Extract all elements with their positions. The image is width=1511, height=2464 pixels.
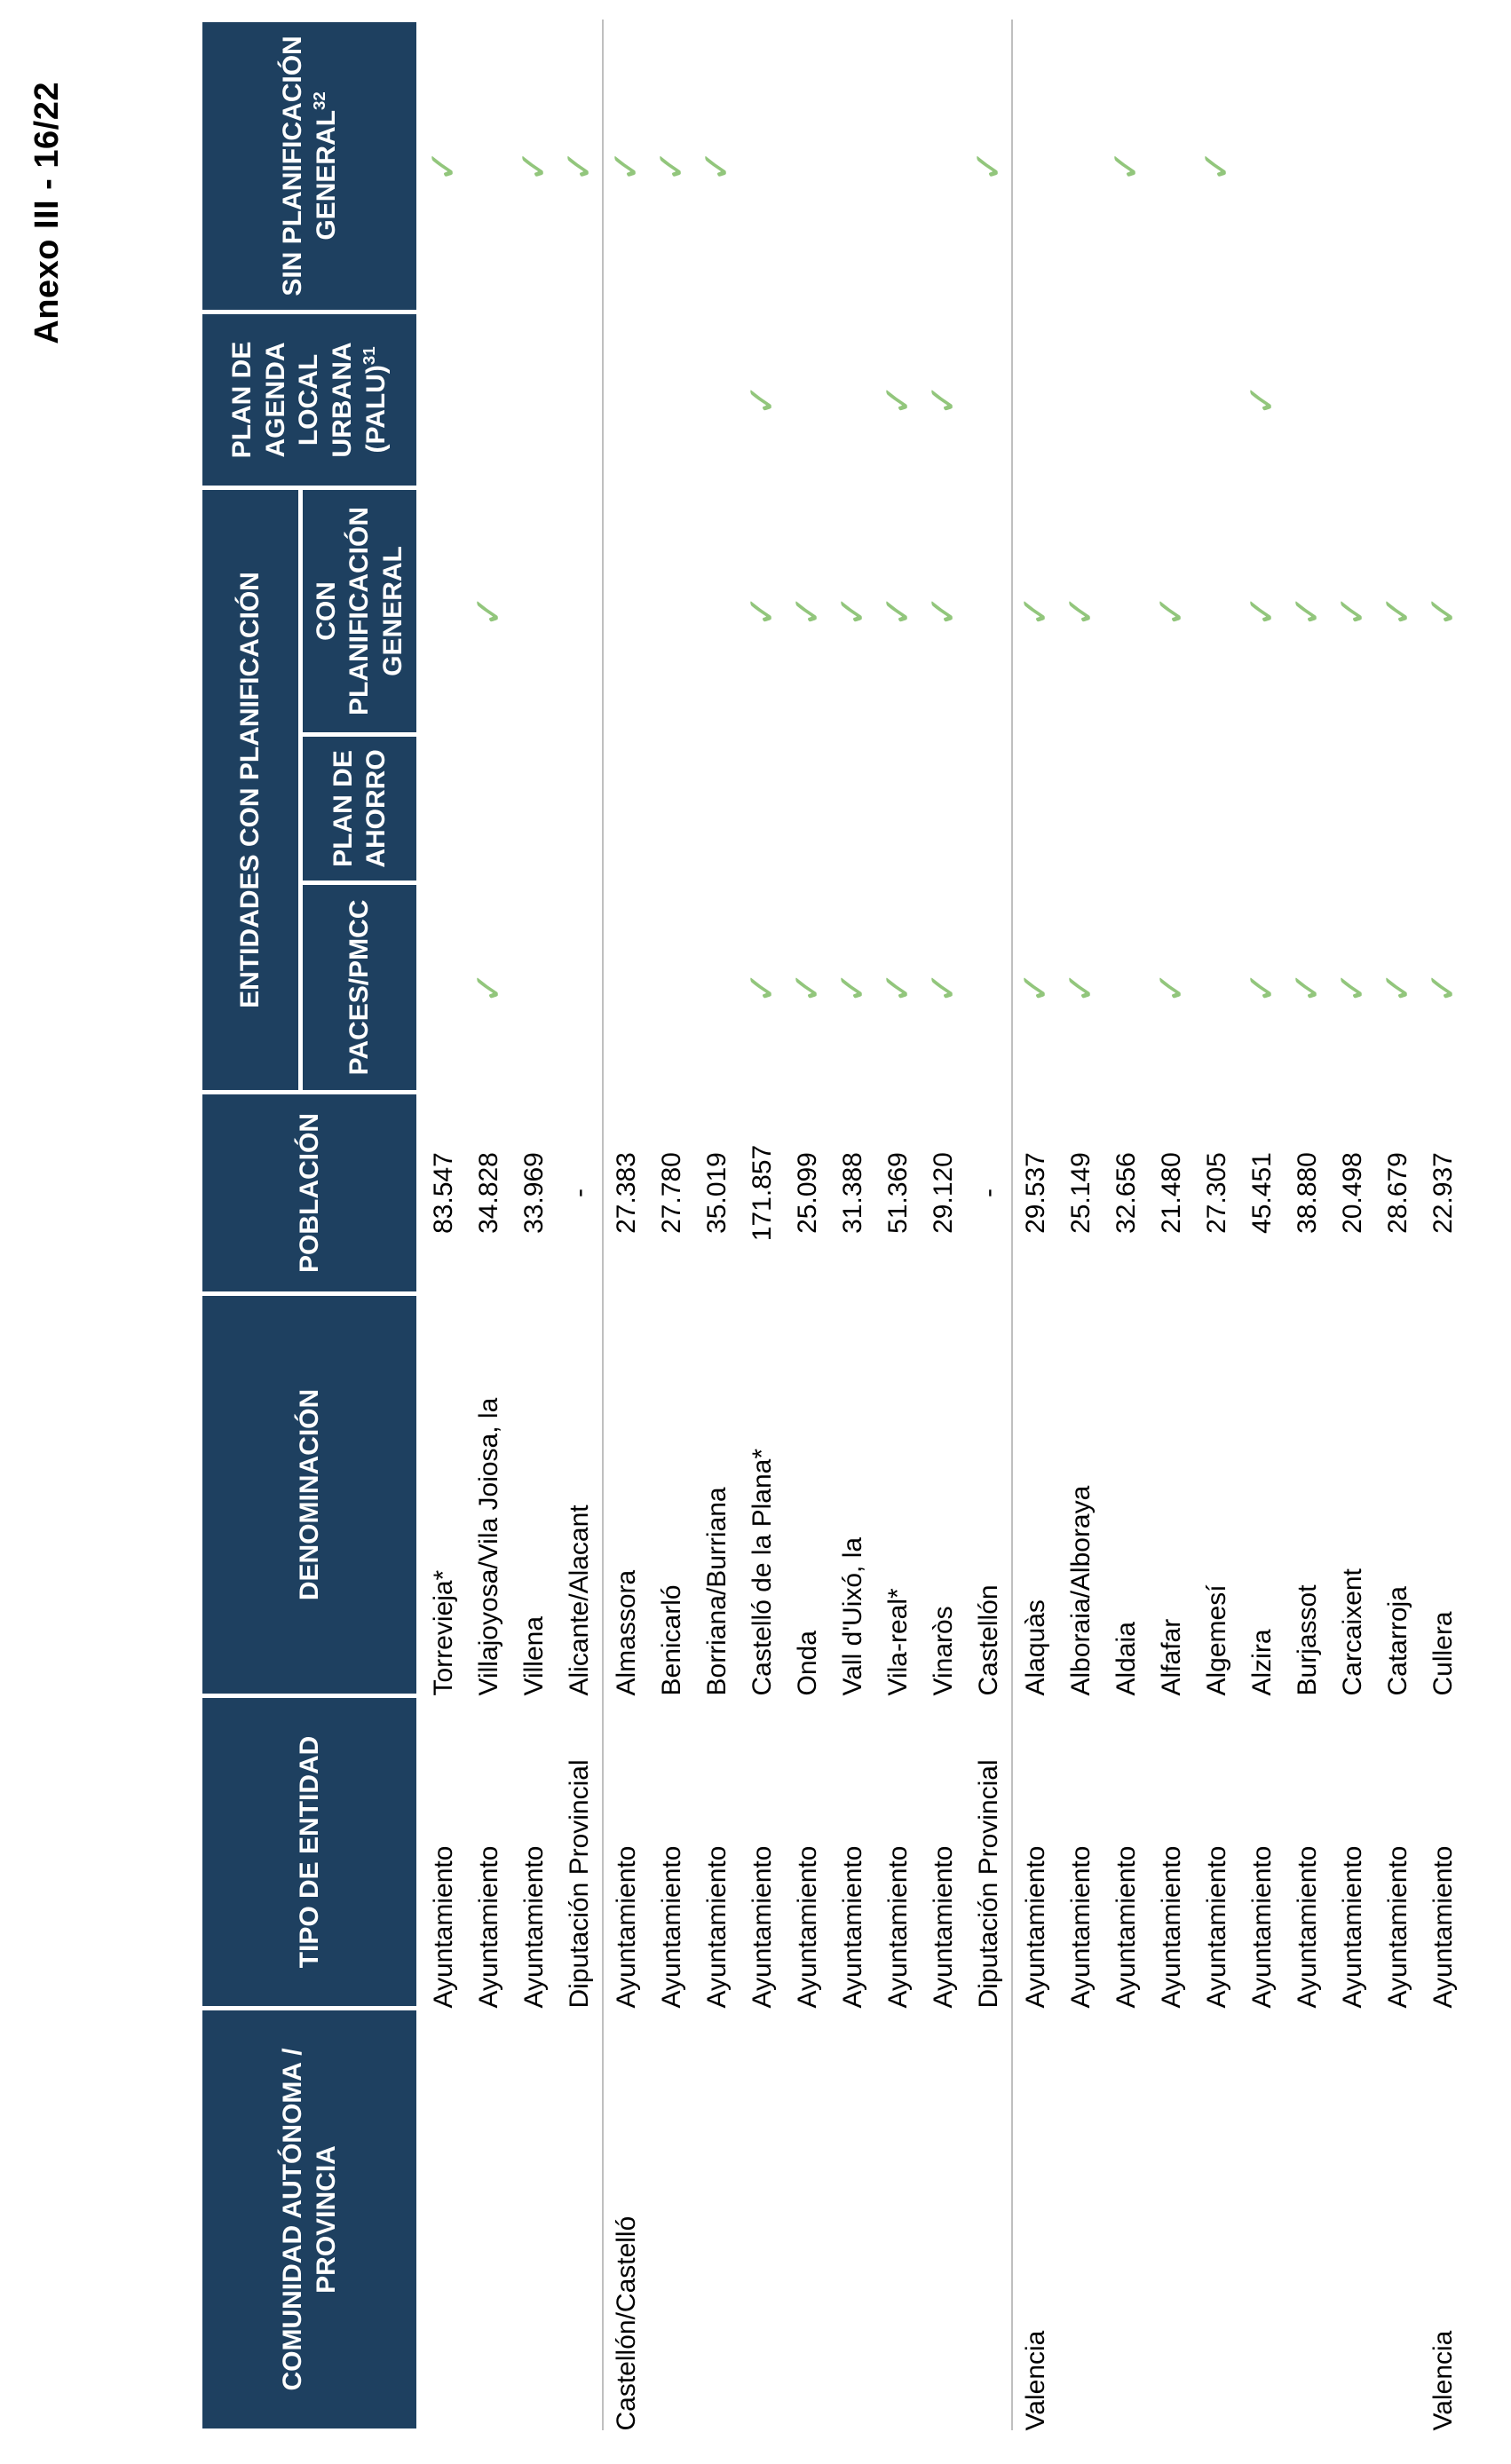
table-row (921, 20, 966, 2430)
cell-ahorro-check (921, 735, 966, 883)
cell-sin-check (1058, 20, 1104, 312)
header-palu-footnote: 31 (360, 346, 379, 366)
header-sin-planificacion (201, 20, 419, 312)
table-row (1330, 20, 1375, 2430)
cell-sin-check (649, 20, 694, 312)
cell-palu-check (1285, 312, 1330, 487)
check-icon: ✓ (1058, 595, 1103, 628)
cell-denominacion: Aldaia (1111, 1622, 1141, 1696)
page-annotation: Anexo III - 16/22 (28, 82, 66, 344)
cell-sin-check (419, 20, 467, 312)
cell-paces-check (694, 883, 740, 1093)
cell-denominacion: Algemesí (1201, 1584, 1231, 1696)
cell-tipo-entidad: Ayuntamiento (1020, 1845, 1050, 2009)
cell-con-general-check (511, 487, 557, 734)
cell-con-general-check (966, 487, 1012, 734)
check-icon: ✓ (1330, 971, 1374, 1004)
cell-con-general-check (649, 487, 694, 734)
cell-poblacion: 171.857 (747, 1144, 777, 1242)
cell-tipo-entidad: Ayuntamiento (882, 1845, 913, 2009)
check-icon: ✓ (875, 971, 920, 1004)
cell-tipo-entidad: Ayuntamiento (611, 1845, 641, 2009)
header-denominacion: DENOMINACIÓN (201, 1294, 419, 1696)
cell-comunidad (1375, 2009, 1420, 2431)
cell-con-general-check (1058, 487, 1104, 734)
cell-comunidad: Valencia (1020, 2330, 1050, 2431)
cell-palu-check (1420, 312, 1466, 487)
cell-tipo-entidad: Ayuntamiento (1065, 1845, 1096, 2009)
check-icon: ✓ (921, 971, 965, 1004)
cell-palu-check (1194, 312, 1239, 487)
cell-ahorro-check (1104, 735, 1149, 883)
cell-con-general-check (785, 487, 830, 734)
cell-ahorro-check (1194, 735, 1239, 883)
check-icon: ✓ (1058, 971, 1103, 1004)
cell-con-general-check (419, 487, 467, 734)
cell-denominacion: Alicante/Alacant (557, 1294, 603, 1696)
cell-comunidad (1194, 2009, 1239, 2431)
cell-comunidad (740, 2009, 785, 2431)
cell-ahorro-check (466, 735, 511, 883)
cell-paces-check (740, 883, 785, 1093)
table-row (1012, 20, 1058, 2430)
cell-denominacion: Burjassot (1292, 1584, 1322, 1696)
cell-poblacion: 38.880 (1292, 1152, 1322, 1234)
cell-con-general-check (740, 487, 785, 734)
table-row (694, 20, 740, 2430)
cell-palu-check (921, 312, 966, 487)
planning-table (198, 18, 1466, 2433)
header-tipo-entidad: TIPO DE ENTIDAD (201, 1696, 419, 2009)
cell-denominacion: Castelló de la Plana* (747, 1448, 777, 1696)
cell-con-general-check (1285, 487, 1330, 734)
cell-comunidad (694, 2009, 740, 2431)
cell-denominacion: Alfafar (1156, 1618, 1186, 1696)
cell-paces-check (966, 883, 1012, 1093)
table-row (1149, 20, 1194, 2430)
cell-sin-check (557, 20, 603, 312)
table-row (649, 20, 694, 2430)
cell-sin-check (1330, 20, 1375, 312)
table-header (201, 20, 419, 2430)
cell-con-general-check (1330, 487, 1375, 734)
cell-tipo-entidad: Ayuntamiento (747, 1845, 777, 2009)
cell-denominacion: Alboraia/Alboraya (1065, 1485, 1096, 1696)
cell-con-general-check (875, 487, 921, 734)
cell-palu-check (419, 312, 467, 487)
cell-sin-check (603, 20, 649, 312)
cell-ahorro-check (511, 735, 557, 883)
check-icon: ✓ (966, 149, 1010, 183)
cell-poblacion: 29.537 (1020, 1152, 1050, 1234)
cell-poblacion: 35.019 (701, 1152, 732, 1234)
header-con-planificacion-general: CON PLANIFICACIÓN GENERAL (301, 487, 419, 734)
check-icon: ✓ (785, 971, 829, 1004)
table-row (557, 20, 603, 2430)
cell-con-general-check (1012, 487, 1058, 734)
cell-tipo-entidad: Ayuntamiento (656, 1845, 686, 2009)
cell-poblacion: 27.305 (1201, 1152, 1231, 1234)
check-icon: ✓ (1375, 971, 1420, 1004)
cell-ahorro-check (1285, 735, 1330, 883)
cell-tipo-entidad: Ayuntamiento (792, 1845, 822, 2009)
cell-paces-check (1330, 883, 1375, 1093)
cell-palu-check (875, 312, 921, 487)
cell-denominacion: Carcaixent (1337, 1568, 1367, 1696)
cell-palu-check (1375, 312, 1420, 487)
cell-denominacion: Vinaròs (928, 1606, 958, 1696)
cell-ahorro-check (785, 735, 830, 883)
check-icon: ✓ (1239, 595, 1284, 628)
cell-con-general-check (1194, 487, 1239, 734)
cell-comunidad (875, 2009, 921, 2431)
check-icon: ✓ (1149, 595, 1193, 628)
header-plan-de-ahorro: PLAN DE AHORRO (301, 735, 419, 883)
cell-poblacion: 29.120 (928, 1152, 958, 1234)
cell-denominacion: Borriana/Burriana (701, 1487, 732, 1696)
header-sin-footnote: 32 (310, 91, 328, 110)
cell-poblacion: 32.656 (1111, 1152, 1141, 1234)
check-icon: ✓ (557, 149, 601, 183)
cell-comunidad (830, 2009, 875, 2431)
check-icon: ✓ (740, 595, 784, 628)
cell-palu-check (694, 312, 740, 487)
check-icon: ✓ (740, 383, 784, 416)
cell-paces-check (419, 883, 467, 1093)
cell-poblacion: 51.369 (882, 1152, 913, 1234)
cell-sin-check (694, 20, 740, 312)
check-icon: ✓ (1420, 595, 1465, 628)
cell-tipo-entidad: Diputación Provincial (557, 1696, 603, 2009)
cell-con-general-check (1149, 487, 1194, 734)
cell-paces-check (1239, 883, 1285, 1093)
cell-tipo-entidad: Ayuntamiento (1382, 1845, 1412, 2009)
table-row (1285, 20, 1330, 2430)
cell-ahorro-check (419, 735, 467, 883)
cell-poblacion: 27.383 (611, 1152, 641, 1234)
check-icon: ✓ (1285, 971, 1329, 1004)
cell-palu-check (649, 312, 694, 487)
cell-sin-check (740, 20, 785, 312)
table-body (419, 20, 1467, 2430)
cell-paces-check (511, 883, 557, 1093)
cell-palu-check (785, 312, 830, 487)
check-icon: ✓ (1375, 595, 1420, 628)
check-icon: ✓ (466, 595, 510, 628)
cell-sin-check (1194, 20, 1239, 312)
table-row (1104, 20, 1149, 2430)
check-icon: ✓ (1013, 971, 1057, 1004)
cell-poblacion: 25.149 (1065, 1152, 1096, 1234)
cell-paces-check (785, 883, 830, 1093)
table-row (875, 20, 921, 2430)
cell-comunidad (1104, 2009, 1149, 2431)
cell-comunidad (466, 2009, 511, 2431)
cell-palu-check (1012, 312, 1058, 487)
check-icon: ✓ (875, 595, 920, 628)
cell-denominacion: Torrevieja* (428, 1569, 458, 1696)
cell-ahorro-check (875, 735, 921, 883)
cell-comunidad: Valencia (1428, 2330, 1458, 2431)
check-icon: ✓ (1239, 971, 1284, 1004)
header-entidades-con-planificacion: ENTIDADES CON PLANIFICACIÓN (201, 487, 301, 1092)
table-row (1194, 20, 1239, 2430)
cell-palu-check (966, 312, 1012, 487)
cell-denominacion: Vall d'Uixó, la (837, 1536, 867, 1696)
cell-comunidad (1058, 2009, 1104, 2431)
check-icon: ✓ (1239, 383, 1284, 416)
header-paces-pmcc: PACES/PMCC (301, 883, 419, 1093)
cell-denominacion: Cullera (1428, 1611, 1458, 1696)
check-icon: ✓ (1420, 971, 1465, 1004)
cell-denominacion: Alzira (1246, 1629, 1277, 1696)
cell-denominacion: Villajoyosa/Vila Joiosa, la (473, 1397, 503, 1696)
cell-ahorro-check (694, 735, 740, 883)
table-row (1058, 20, 1104, 2430)
check-icon: ✓ (511, 149, 556, 183)
cell-paces-check (603, 883, 649, 1093)
cell-ahorro-check (1058, 735, 1104, 883)
table-row (740, 20, 785, 2430)
cell-palu-check (740, 312, 785, 487)
cell-sin-check (1149, 20, 1194, 312)
cell-paces-check (1375, 883, 1420, 1093)
cell-poblacion: 28.679 (1382, 1152, 1412, 1234)
cell-con-general-check (557, 487, 603, 734)
cell-comunidad (921, 2009, 966, 2431)
cell-denominacion: Almassora (611, 1569, 641, 1696)
header-palu (201, 312, 419, 487)
cell-ahorro-check (1420, 735, 1466, 883)
cell-poblacion: 20.498 (1337, 1152, 1367, 1234)
cell-sin-check (1420, 20, 1466, 312)
table-row (1420, 20, 1466, 2430)
check-icon: ✓ (921, 595, 965, 628)
cell-comunidad (1285, 2009, 1330, 2431)
check-icon: ✓ (694, 149, 739, 183)
cell-sin-check (1104, 20, 1149, 312)
cell-comunidad (1239, 2009, 1285, 2431)
table-row (1375, 20, 1420, 2430)
cell-sin-check (511, 20, 557, 312)
check-icon: ✓ (830, 971, 874, 1004)
cell-tipo-entidad: Ayuntamiento (1246, 1845, 1277, 2009)
cell-sin-check (921, 20, 966, 312)
table-row (966, 20, 1012, 2430)
cell-tipo-entidad: Ayuntamiento (701, 1845, 732, 2009)
header-comunidad: COMUNIDAD AUTÓNOMA / PROVINCIA (201, 2009, 419, 2431)
cell-paces-check (830, 883, 875, 1093)
check-icon: ✓ (1013, 595, 1057, 628)
cell-tipo-entidad: Ayuntamiento (428, 1845, 458, 2009)
cell-con-general-check (1104, 487, 1149, 734)
table-row (603, 20, 649, 2430)
header-palu-label: PLAN DE AGENDA LOCAL URBANA (PALU) (227, 341, 392, 459)
cell-tipo-entidad: Ayuntamiento (1428, 1845, 1458, 2009)
table-row (419, 20, 467, 2430)
cell-con-general-check (921, 487, 966, 734)
check-icon: ✓ (1149, 971, 1193, 1004)
cell-comunidad (785, 2009, 830, 2431)
check-icon: ✓ (466, 971, 510, 1004)
cell-sin-check (1375, 20, 1420, 312)
cell-tipo-entidad: Ayuntamiento (518, 1845, 549, 2009)
cell-paces-check (1285, 883, 1330, 1093)
table-row (466, 20, 511, 2430)
cell-paces-check (921, 883, 966, 1093)
cell-con-general-check (1375, 487, 1420, 734)
table-row (785, 20, 830, 2430)
cell-con-general-check (1420, 487, 1466, 734)
cell-con-general-check (694, 487, 740, 734)
header-sin-label: SIN PLANIFICACIÓN GENERAL (277, 36, 341, 296)
cell-comunidad (966, 2009, 1012, 2431)
cell-ahorro-check (830, 735, 875, 883)
cell-palu-check (1149, 312, 1194, 487)
cell-sin-check (875, 20, 921, 312)
cell-sin-check (785, 20, 830, 312)
cell-ahorro-check (740, 735, 785, 883)
cell-tipo-entidad: Diputación Provincial (966, 1696, 1012, 2009)
cell-poblacion: 27.780 (656, 1152, 686, 1234)
cell-paces-check (557, 883, 603, 1093)
check-icon: ✓ (604, 149, 648, 183)
cell-sin-check (966, 20, 1012, 312)
cell-sin-check (466, 20, 511, 312)
check-icon: ✓ (740, 971, 784, 1004)
check-icon: ✓ (649, 149, 693, 183)
cell-poblacion: 31.388 (837, 1152, 867, 1234)
cell-denominacion: Vila-real* (882, 1588, 913, 1696)
cell-tipo-entidad: Ayuntamiento (1337, 1845, 1367, 2009)
cell-denominacion: Villena (518, 1615, 549, 1696)
cell-paces-check (875, 883, 921, 1093)
cell-comunidad (1330, 2009, 1375, 2431)
cell-poblacion: 34.828 (473, 1152, 503, 1234)
cell-comunidad: Castellón/Castelló (611, 2215, 641, 2431)
cell-poblacion: 33.969 (518, 1152, 549, 1234)
cell-poblacion: 21.480 (1156, 1152, 1186, 1234)
cell-ahorro-check (1330, 735, 1375, 883)
table-row (830, 20, 875, 2430)
cell-comunidad (557, 2009, 603, 2431)
cell-palu-check (1239, 312, 1285, 487)
cell-con-general-check (1239, 487, 1285, 734)
cell-poblacion: - (966, 1093, 1012, 1294)
check-icon: ✓ (1104, 149, 1148, 183)
cell-palu-check (466, 312, 511, 487)
cell-palu-check (511, 312, 557, 487)
cell-paces-check (649, 883, 694, 1093)
cell-paces-check (1194, 883, 1239, 1093)
check-icon: ✓ (1330, 595, 1374, 628)
cell-sin-check (830, 20, 875, 312)
cell-tipo-entidad: Ayuntamiento (928, 1845, 958, 2009)
cell-ahorro-check (603, 735, 649, 883)
cell-palu-check (1330, 312, 1375, 487)
cell-ahorro-check (966, 735, 1012, 883)
check-icon: ✓ (1285, 595, 1329, 628)
cell-poblacion: 22.937 (1428, 1152, 1458, 1234)
cell-ahorro-check (1239, 735, 1285, 883)
cell-denominacion: Benicarló (656, 1584, 686, 1696)
table-row (1239, 20, 1285, 2430)
check-icon: ✓ (421, 149, 465, 183)
cell-tipo-entidad: Ayuntamiento (473, 1845, 503, 2009)
cell-tipo-entidad: Ayuntamiento (1111, 1845, 1141, 2009)
cell-denominacion: Onda (792, 1631, 822, 1696)
cell-sin-check (1012, 20, 1058, 312)
check-icon: ✓ (785, 595, 829, 628)
cell-palu-check (830, 312, 875, 487)
cell-poblacion: - (557, 1093, 603, 1294)
cell-paces-check (1149, 883, 1194, 1093)
cell-palu-check (1058, 312, 1104, 487)
cell-denominacion: Castellón (966, 1294, 1012, 1696)
cell-palu-check (1104, 312, 1149, 487)
cell-paces-check (1104, 883, 1149, 1093)
cell-ahorro-check (649, 735, 694, 883)
cell-comunidad (1149, 2009, 1194, 2431)
cell-poblacion: 45.451 (1246, 1152, 1277, 1234)
cell-palu-check (603, 312, 649, 487)
cell-tipo-entidad: Ayuntamiento (1156, 1845, 1186, 2009)
check-icon: ✓ (1194, 149, 1238, 183)
cell-comunidad (419, 2009, 467, 2431)
header-poblacion: POBLACIÓN (201, 1093, 419, 1294)
cell-ahorro-check (1012, 735, 1058, 883)
cell-poblacion: 83.547 (428, 1152, 458, 1234)
check-icon: ✓ (875, 383, 920, 416)
table-row (511, 20, 557, 2430)
cell-paces-check (1012, 883, 1058, 1093)
cell-paces-check (1058, 883, 1104, 1093)
cell-con-general-check (830, 487, 875, 734)
cell-sin-check (1239, 20, 1285, 312)
cell-paces-check (466, 883, 511, 1093)
cell-ahorro-check (1149, 735, 1194, 883)
cell-tipo-entidad: Ayuntamiento (1292, 1845, 1322, 2009)
cell-con-general-check (466, 487, 511, 734)
cell-ahorro-check (1375, 735, 1420, 883)
cell-tipo-entidad: Ayuntamiento (1201, 1845, 1231, 2009)
cell-comunidad (511, 2009, 557, 2431)
check-icon: ✓ (830, 595, 874, 628)
cell-con-general-check (603, 487, 649, 734)
cell-comunidad (649, 2009, 694, 2431)
cell-denominacion: Alaquàs (1020, 1599, 1050, 1696)
cell-paces-check (1420, 883, 1466, 1093)
cell-palu-check (557, 312, 603, 487)
check-icon: ✓ (921, 383, 965, 416)
cell-denominacion: Catarroja (1382, 1586, 1412, 1696)
cell-ahorro-check (557, 735, 603, 883)
cell-sin-check (1285, 20, 1330, 312)
cell-poblacion: 25.099 (792, 1152, 822, 1234)
cell-tipo-entidad: Ayuntamiento (837, 1845, 867, 2009)
